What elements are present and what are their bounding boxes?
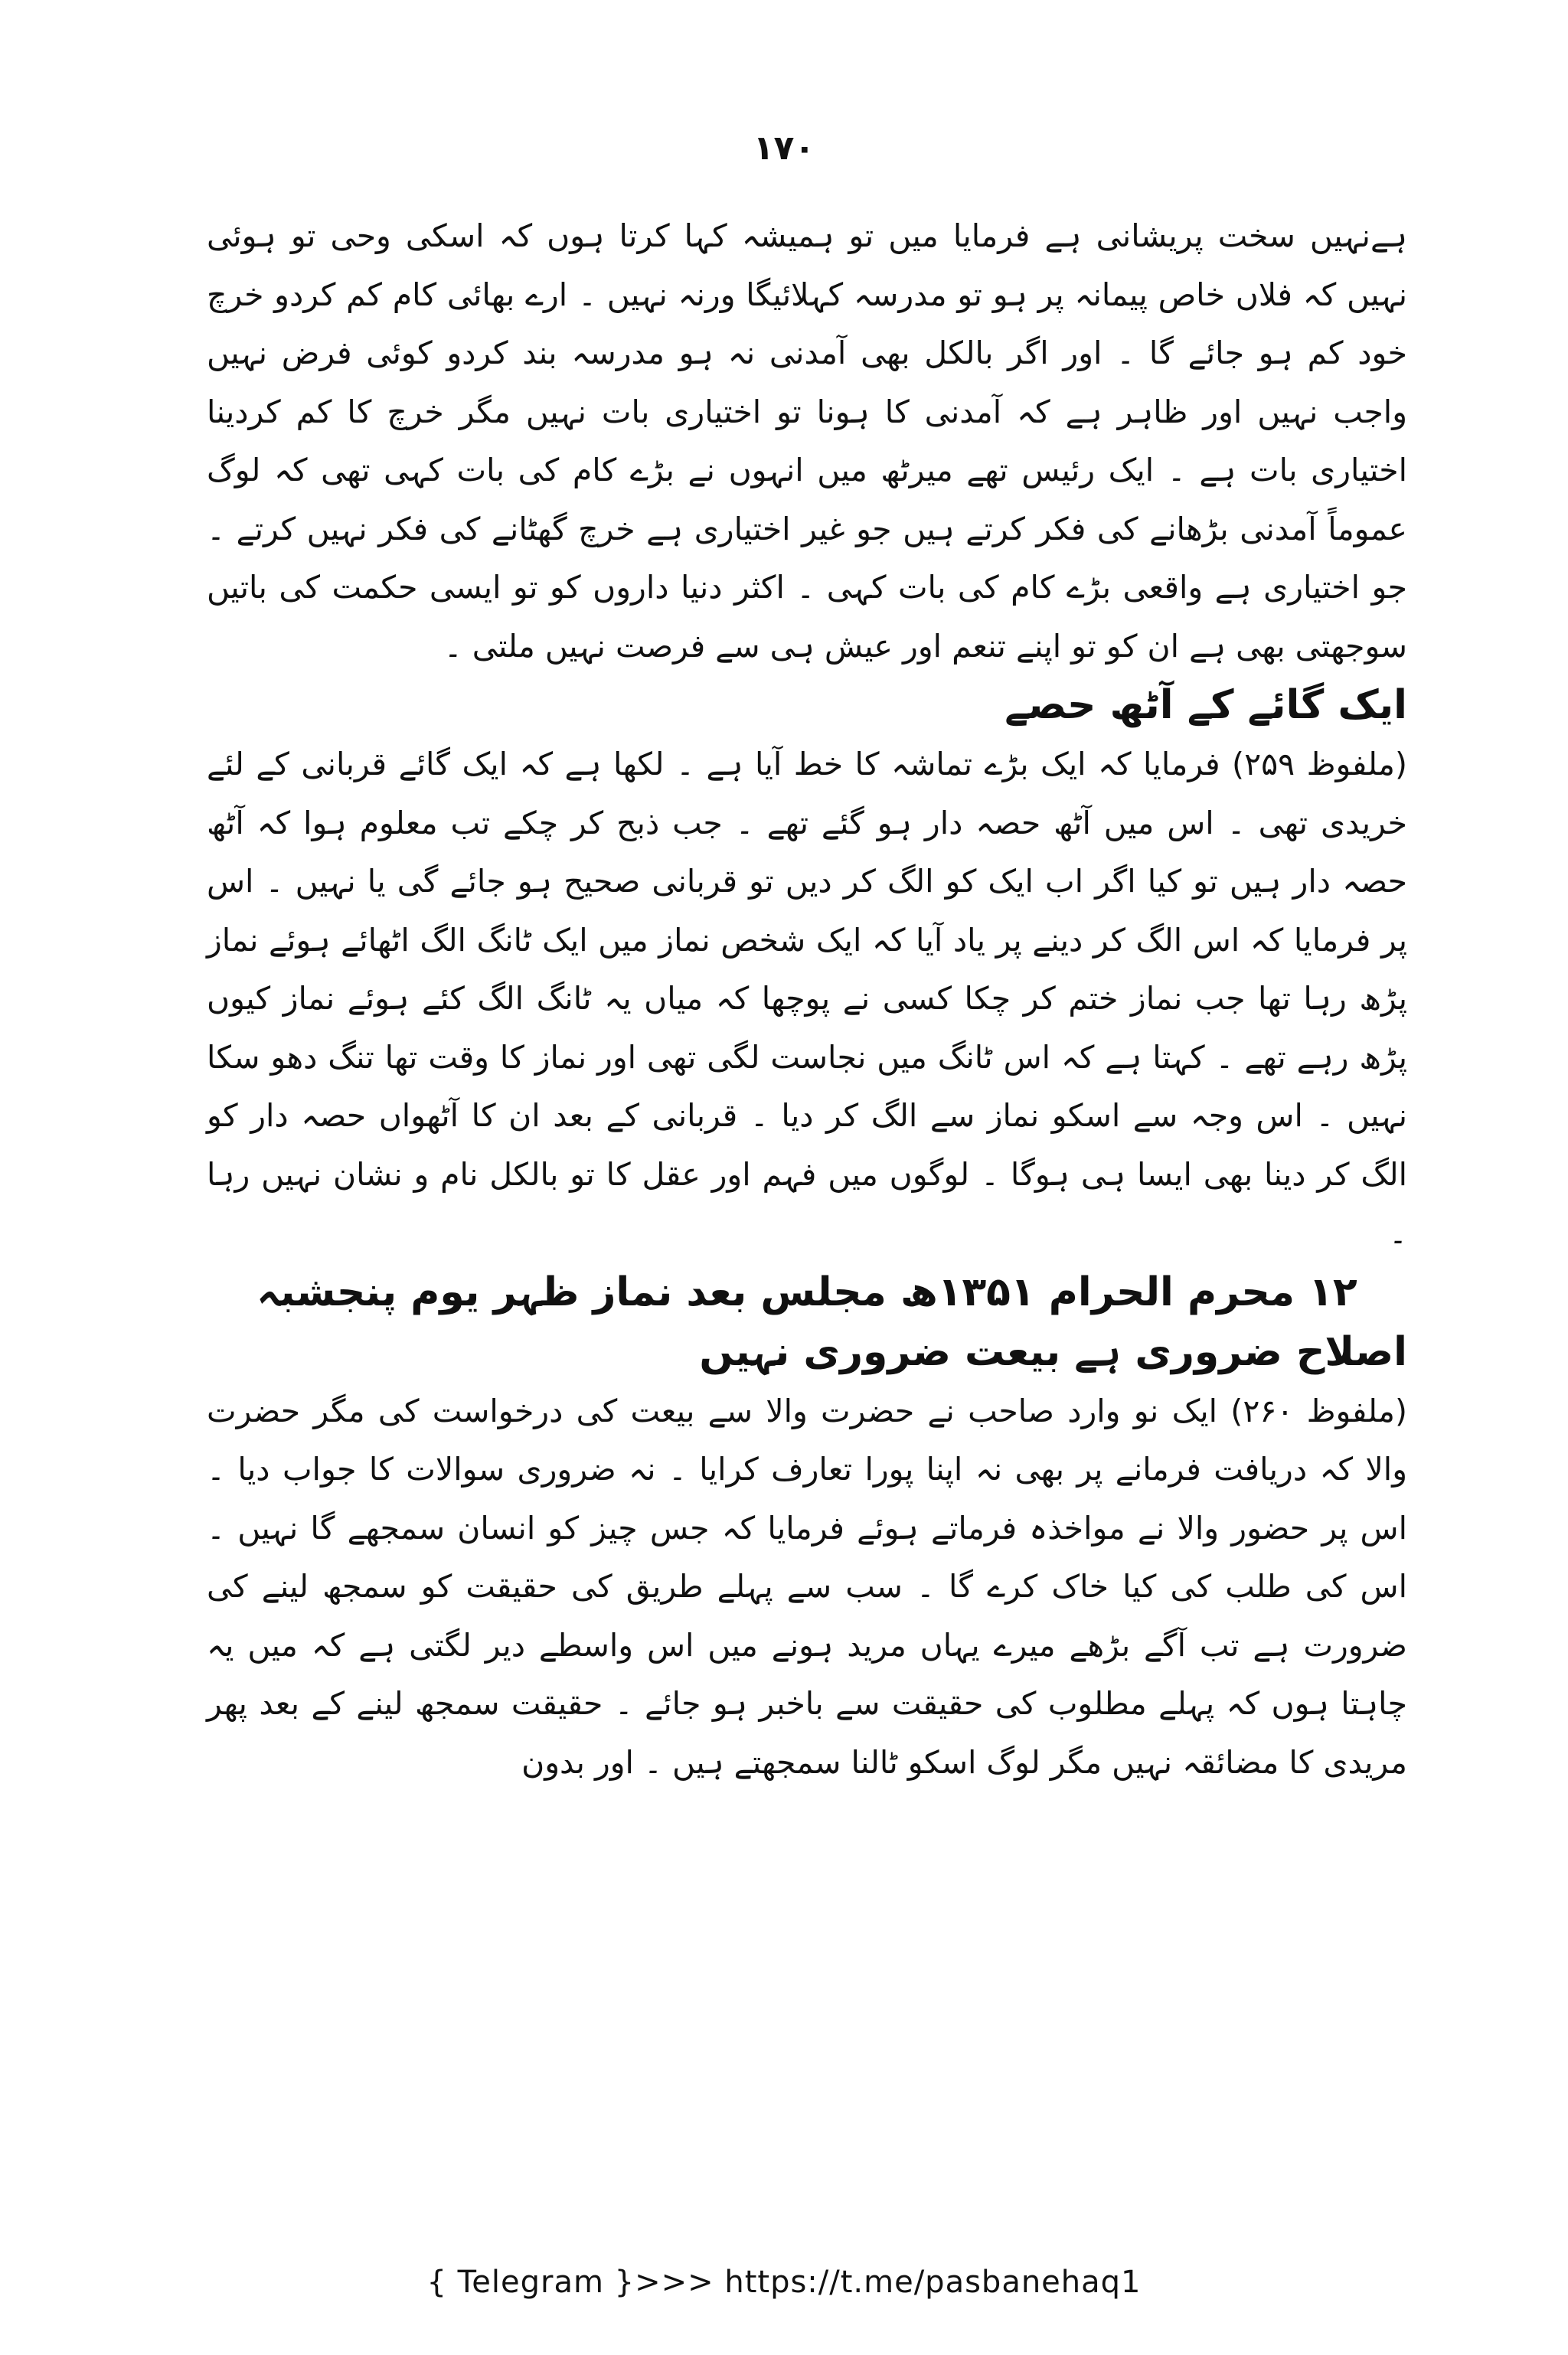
paragraph-malfuz-259: (ملفوظ ۲۵۹) فرمایا کہ ایک بڑے تماشہ کا خط آیا ہے ۔ لکھا ہے کہ ایک گائے قربانی کے لئے خریدی تھی ۔ اس میں آٹھ حصہ دار ہو گئے تھے ۔ جب ذبح کر چکے تب معلوم ہوا کہ آٹھ حصہ دار ہیں تو کیا اگر اب ایک کو الگ کر دیں تو قربانی صحیح ہو جائے گی یا نہیں ۔ اس پر فرمایا کہ اس الگ کر دینے پر یاد آیا کہ ایک شخص نماز میں ایک ٹانگ الگ اٹھائے ہوئے نماز پڑھ رہا تھا جب نماز ختم کر چکا کسی نے پوچھا کہ میاں یہ ٹانگ الگ کئے ہوئے نماز کیوں پڑھ رہے تھے ۔ کہتا ہے کہ اس ٹانگ میں نجاست لگی تھی اور نماز کا وقت تھا تنگ دھو سکا نہیں ۔ اس وجہ سے اسکو نماز سے الگ کر دیا ۔ قربانی کے بعد ان کا آٹھواں حصہ دار کو الگ کر دینا بھی ایسا ہی ہوگا ۔ لوگوں میں فہم اور عقل کا تو بالکل نام و نشان نہیں رہا ۔ [207,746,1407,1251]
footer-telegram-link: { Telegram }>>> https://t.me/pasbanehaq1 [426,2265,1142,2300]
paragraph-budget-advice: ہےنہیں سخت پریشانی ہے فرمایا میں تو ہمیشہ کہا کرتا ہوں کہ اسکی وحی تو ہوئی نہیں کہ فلاں خاص پیمانہ پر ہو تو مدرسہ کہلائیگا ورنہ نہیں ۔ ارے بھائی کام کم کردو خرچ خود کم ہو جائے گا ۔ اور اگر بالکل بھی آمدنی نہ ہو مدرسہ بند کردو کوئی فرض نہیں واجب نہیں اور ظاہر ہے کہ آمدنی کا ہونا تو اختیاری بات نہیں مگر خرچ کا کم کردینا اختیاری بات ہے ۔ ایک رئیس تھے میرٹھ میں انہوں نے بڑے کام کی بات کہی تھی کہ لوگ عموماً آمدنی بڑھانے کی فکر کرتے ہیں جو غیر اختیاری ہے خرچ گھٹانے کی فکر نہیں کرتے ۔ جو اختیاری ہے واقعی بڑے کام کی بات کہی ۔ اکثر دنیا داروں کو تو ایسی حکمت کی باتیں سوجھتی بھی ہے ان کو تو اپنے تنعم اور عیش ہی سے فرصت نہیں ملتی ۔ [207,217,1407,665]
page-content [207,207,1407,1792]
heading-islah-bayat: اصلاح ضروری ہے بیعت ضروری نہیں [699,1328,1407,1375]
heading-cow-eight-shares: ایک گائے کے آٹھ حصے [1004,682,1407,728]
paragraph-malfuz-260: (ملفوظ ۲۶۰) ایک نو وارد صاحب نے حضرت والا سے بیعت کی درخواست کی مگر حضرت والا کہ دریافت فرمانے پر بھی نہ اپنا پورا تعارف کرایا ۔ نہ ضروری سوالات کا جواب دیا ۔ اس پر حضور والا نے مواخذہ فرماتے ہوئے فرمایا کہ جس چیز کو انسان سمجھے گا نہیں ۔ اس کی طلب کی کیا خاک کرے گا ۔ سب سے پہلے طریق کی حقیقت کو سمجھ لینے کی ضرورت ہے تب آگے بڑھے میرے یہاں مرید ہونے میں اس واسطے دیر لگتی ہے کہ میں یہ چاہتا ہوں کہ پہلے مطلوب کی حقیقت سے باخبر ہو جائے ۔ حقیقت سمجھ لینے کے بعد پھر مریدی کا مضائقہ نہیں مگر لوگ اسکو ٹالنا سمجھتے ہیں ۔ اور بدون [207,1392,1408,1781]
page-number: ۱۷۰ [753,129,815,168]
heading-majlis-date: ۱۲ محرم الحرام ۱۳۵۱ھ مجلس بعد نماز ظہر یوم پنجشبہ [256,1269,1357,1315]
